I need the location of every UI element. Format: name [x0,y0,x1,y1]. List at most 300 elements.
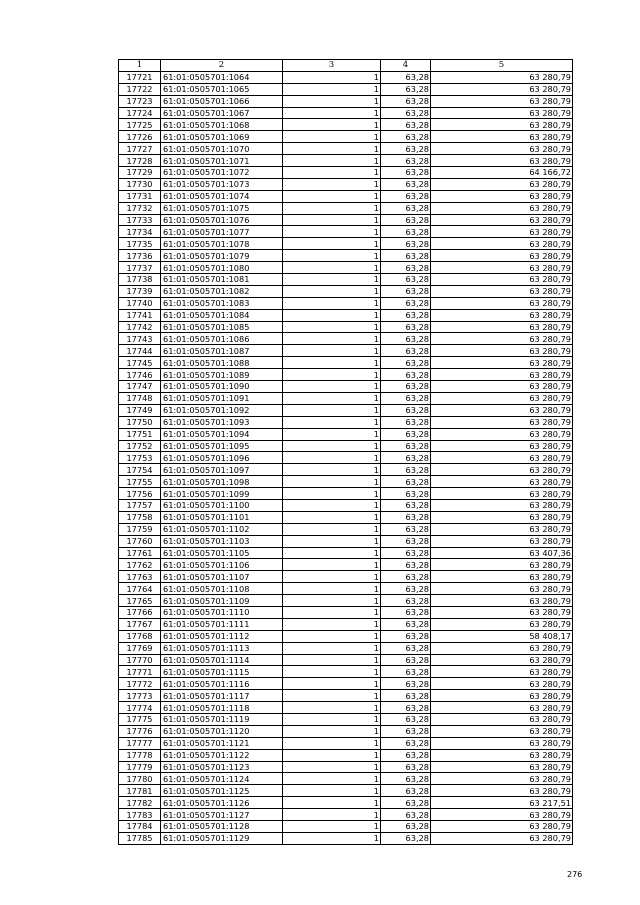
table-row [119,773,573,785]
table-row [119,262,573,274]
row-number-cell: 17774 [119,702,161,714]
value-cell: 63 280,79 [431,476,573,488]
value-cell: 63 217,51 [431,797,573,809]
row-number-cell: 17748 [119,392,161,404]
row-number-cell: 17746 [119,369,161,381]
value-cell: 63 280,79 [431,404,573,416]
table-row [119,143,573,155]
area-cell: 63,28 [381,511,431,523]
value-cell: 63 280,79 [431,666,573,678]
value-cell: 63 280,79 [431,71,573,83]
cadastral-number-cell: 61:01:0505701:1110 [161,606,283,618]
row-number-cell: 17725 [119,119,161,131]
cadastral-number-cell: 61:01:0505701:1095 [161,440,283,452]
value-cell: 63 280,79 [431,452,573,464]
cadastral-number-cell: 61:01:0505701:1082 [161,285,283,297]
table-row [119,274,573,286]
row-number-cell: 17729 [119,167,161,179]
count-cell: 1 [283,95,381,107]
cadastral-number-cell: 61:01:0505701:1122 [161,749,283,761]
area-cell: 63,28 [381,440,431,452]
table-row [119,428,573,440]
value-cell: 63 280,79 [431,155,573,167]
area-cell: 63,28 [381,832,431,844]
row-number-cell: 17752 [119,440,161,452]
cadastral-number-cell: 61:01:0505701:1105 [161,547,283,559]
value-cell: 63 280,79 [431,690,573,702]
value-cell: 63 280,79 [431,321,573,333]
row-number-cell: 17783 [119,809,161,821]
row-number-cell: 17721 [119,71,161,83]
cadastral-number-cell: 61:01:0505701:1087 [161,345,283,357]
row-number-cell: 17739 [119,285,161,297]
header-row [119,60,573,72]
row-number-cell: 17756 [119,488,161,500]
cadastral-number-cell: 61:01:0505701:1078 [161,238,283,250]
count-cell: 1 [283,476,381,488]
area-cell: 63,28 [381,404,431,416]
table-row [119,702,573,714]
table-row [119,654,573,666]
value-cell: 63 280,79 [431,309,573,321]
count-cell: 1 [283,583,381,595]
table-row [119,713,573,725]
table-row [119,725,573,737]
count-cell: 1 [283,666,381,678]
count-cell: 1 [283,83,381,95]
area-cell: 63,28 [381,595,431,607]
area-cell: 63,28 [381,821,431,833]
table-row [119,797,573,809]
value-cell: 63 280,79 [431,250,573,262]
value-cell: 63 280,79 [431,571,573,583]
row-number-cell: 17724 [119,107,161,119]
cadastral-number-cell: 61:01:0505701:1124 [161,773,283,785]
count-cell: 1 [283,821,381,833]
table-row [119,821,573,833]
table-row [119,190,573,202]
value-cell: 63 280,79 [431,190,573,202]
area-cell: 63,28 [381,143,431,155]
cadastral-number-cell: 61:01:0505701:1097 [161,464,283,476]
cadastral-number-cell: 61:01:0505701:1077 [161,226,283,238]
table-row [119,630,573,642]
table-row [119,250,573,262]
row-number-cell: 17759 [119,523,161,535]
count-cell: 1 [283,785,381,797]
count-cell: 1 [283,178,381,190]
cadastral-number-cell: 61:01:0505701:1094 [161,428,283,440]
cadastral-number-cell: 61:01:0505701:1070 [161,143,283,155]
value-cell: 63 280,79 [431,559,573,571]
area-cell: 63,28 [381,666,431,678]
value-cell: 63 280,79 [431,702,573,714]
value-cell: 63 280,79 [431,785,573,797]
row-number-cell: 17736 [119,250,161,262]
cadastral-number-cell: 61:01:0505701:1083 [161,297,283,309]
value-cell: 63 280,79 [431,654,573,666]
value-cell: 63 280,79 [431,392,573,404]
area-cell: 63,28 [381,202,431,214]
area-cell: 63,28 [381,690,431,702]
table-row [119,440,573,452]
cadastral-number-cell: 61:01:0505701:1086 [161,333,283,345]
count-cell: 1 [283,773,381,785]
row-number-cell: 17751 [119,428,161,440]
cadastral-number-cell: 61:01:0505701:1098 [161,476,283,488]
count-cell: 1 [283,797,381,809]
table-row [119,499,573,511]
area-cell: 63,28 [381,416,431,428]
row-number-cell: 17763 [119,571,161,583]
table-row [119,131,573,143]
cadastral-number-cell: 61:01:0505701:1084 [161,309,283,321]
value-cell: 63 280,79 [431,713,573,725]
row-number-cell: 17731 [119,190,161,202]
value-cell: 63 280,79 [431,178,573,190]
table-row [119,107,573,119]
cadastral-number-cell: 61:01:0505701:1076 [161,214,283,226]
area-cell: 63,28 [381,785,431,797]
area-cell: 63,28 [381,238,431,250]
value-cell: 63 280,79 [431,618,573,630]
count-cell: 1 [283,440,381,452]
cadastral-number-cell: 61:01:0505701:1066 [161,95,283,107]
count-cell: 1 [283,702,381,714]
table-row [119,452,573,464]
count-cell: 1 [283,523,381,535]
cadastral-number-cell: 61:01:0505701:1123 [161,761,283,773]
area-cell: 63,28 [381,262,431,274]
value-cell: 63 280,79 [431,428,573,440]
row-number-cell: 17750 [119,416,161,428]
table-row [119,392,573,404]
row-number-cell: 17780 [119,773,161,785]
value-cell: 63 280,79 [431,119,573,131]
cadastral-number-cell: 61:01:0505701:1102 [161,523,283,535]
row-number-cell: 17744 [119,345,161,357]
table-row [119,333,573,345]
count-cell: 1 [283,297,381,309]
value-cell: 63 280,79 [431,678,573,690]
table-row [119,357,573,369]
table-row [119,523,573,535]
cadastral-number-cell: 61:01:0505701:1100 [161,499,283,511]
row-number-cell: 17730 [119,178,161,190]
count-cell: 1 [283,107,381,119]
area-cell: 63,28 [381,274,431,286]
area-cell: 63,28 [381,809,431,821]
count-cell: 1 [283,499,381,511]
area-cell: 63,28 [381,725,431,737]
row-number-cell: 17749 [119,404,161,416]
value-cell: 63 280,79 [431,226,573,238]
row-number-cell: 17768 [119,630,161,642]
value-cell: 63 280,79 [431,95,573,107]
count-cell: 1 [283,309,381,321]
value-cell: 63 280,79 [431,464,573,476]
column-header-3: 3 [283,60,381,72]
table-row [119,642,573,654]
row-number-cell: 17733 [119,214,161,226]
value-cell: 63 280,79 [431,202,573,214]
area-cell: 63,28 [381,131,431,143]
value-cell: 63 280,79 [431,214,573,226]
table-row [119,571,573,583]
count-cell: 1 [283,547,381,559]
value-cell: 64 166,72 [431,167,573,179]
table-row [119,832,573,844]
count-cell: 1 [283,369,381,381]
cadastral-number-cell: 61:01:0505701:1089 [161,369,283,381]
row-number-cell: 17776 [119,725,161,737]
area-cell: 63,28 [381,428,431,440]
row-number-cell: 17722 [119,83,161,95]
table-row [119,618,573,630]
row-number-cell: 17778 [119,749,161,761]
cadastral-number-cell: 61:01:0505701:1081 [161,274,283,286]
count-cell: 1 [283,606,381,618]
area-cell: 63,28 [381,488,431,500]
table-row [119,71,573,83]
row-number-cell: 17772 [119,678,161,690]
column-header-4: 4 [381,60,431,72]
value-cell: 63 280,79 [431,357,573,369]
cadastral-number-cell: 61:01:0505701:1115 [161,666,283,678]
column-header-1: 1 [119,60,161,72]
area-cell: 63,28 [381,381,431,393]
count-cell: 1 [283,238,381,250]
area-cell: 63,28 [381,606,431,618]
row-number-cell: 17782 [119,797,161,809]
area-cell: 63,28 [381,571,431,583]
column-header-5: 5 [431,60,573,72]
value-cell: 63 280,79 [431,749,573,761]
row-number-cell: 17723 [119,95,161,107]
area-cell: 63,28 [381,464,431,476]
count-cell: 1 [283,654,381,666]
value-cell: 63 280,79 [431,143,573,155]
table-row [119,678,573,690]
value-cell: 63 280,79 [431,369,573,381]
area-cell: 63,28 [381,71,431,83]
count-cell: 1 [283,488,381,500]
value-cell: 63 280,79 [431,642,573,654]
cadastral-number-cell: 61:01:0505701:1101 [161,511,283,523]
table-row [119,309,573,321]
cadastral-number-cell: 61:01:0505701:1117 [161,690,283,702]
count-cell: 1 [283,262,381,274]
row-number-cell: 17775 [119,713,161,725]
area-cell: 63,28 [381,226,431,238]
table-row [119,178,573,190]
count-cell: 1 [283,511,381,523]
area-cell: 63,28 [381,190,431,202]
area-cell: 63,28 [381,107,431,119]
value-cell: 63 280,79 [431,107,573,119]
area-cell: 63,28 [381,499,431,511]
count-cell: 1 [283,404,381,416]
count-cell: 1 [283,345,381,357]
cadastral-number-cell: 61:01:0505701:1073 [161,178,283,190]
area-cell: 63,28 [381,345,431,357]
table-row [119,83,573,95]
area-cell: 63,28 [381,547,431,559]
value-cell: 63 280,79 [431,238,573,250]
cadastral-number-cell: 61:01:0505701:1091 [161,392,283,404]
table-row [119,785,573,797]
table-row [119,238,573,250]
row-number-cell: 17785 [119,832,161,844]
count-cell: 1 [283,464,381,476]
area-cell: 63,28 [381,678,431,690]
row-number-cell: 17779 [119,761,161,773]
area-cell: 63,28 [381,761,431,773]
row-number-cell: 17740 [119,297,161,309]
value-cell: 63 280,79 [431,333,573,345]
count-cell: 1 [283,618,381,630]
value-cell: 63 280,79 [431,595,573,607]
count-cell: 1 [283,214,381,226]
count-cell: 1 [283,274,381,286]
cadastral-number-cell: 61:01:0505701:1108 [161,583,283,595]
value-cell: 63 280,79 [431,606,573,618]
table-row [119,690,573,702]
area-cell: 63,28 [381,749,431,761]
table-row [119,583,573,595]
table-row [119,737,573,749]
table-row [119,416,573,428]
table-row [119,214,573,226]
table-row [119,119,573,131]
cadastral-number-cell: 61:01:0505701:1113 [161,642,283,654]
cadastral-number-cell: 61:01:0505701:1127 [161,809,283,821]
row-number-cell: 17770 [119,654,161,666]
area-cell: 63,28 [381,559,431,571]
cadastral-number-cell: 61:01:0505701:1068 [161,119,283,131]
cadastral-number-cell: 61:01:0505701:1067 [161,107,283,119]
area-cell: 63,28 [381,250,431,262]
row-number-cell: 17761 [119,547,161,559]
value-cell: 63 280,79 [431,809,573,821]
table-row [119,155,573,167]
cadastral-number-cell: 61:01:0505701:1072 [161,167,283,179]
value-cell: 63 280,79 [431,488,573,500]
value-cell: 63 280,79 [431,274,573,286]
cadastral-number-cell: 61:01:0505701:1121 [161,737,283,749]
table-row [119,167,573,179]
area-cell: 63,28 [381,642,431,654]
count-cell: 1 [283,559,381,571]
area-cell: 63,28 [381,523,431,535]
count-cell: 1 [283,725,381,737]
table-row [119,285,573,297]
value-cell: 63 407,36 [431,547,573,559]
value-cell: 63 280,79 [431,832,573,844]
table-row [119,404,573,416]
count-cell: 1 [283,285,381,297]
cadastral-number-cell: 61:01:0505701:1129 [161,832,283,844]
table-row [119,95,573,107]
row-number-cell: 17734 [119,226,161,238]
count-cell: 1 [283,642,381,654]
value-cell: 63 280,79 [431,583,573,595]
table-row [119,476,573,488]
area-cell: 63,28 [381,713,431,725]
row-number-cell: 17726 [119,131,161,143]
count-cell: 1 [283,737,381,749]
area-cell: 63,28 [381,369,431,381]
cadastral-number-cell: 61:01:0505701:1119 [161,713,283,725]
table-row [119,464,573,476]
row-number-cell: 17784 [119,821,161,833]
value-cell: 63 280,79 [431,773,573,785]
table-row [119,369,573,381]
cadastral-number-cell: 61:01:0505701:1114 [161,654,283,666]
row-number-cell: 17727 [119,143,161,155]
area-cell: 63,28 [381,83,431,95]
data-table [118,59,573,845]
cadastral-number-cell: 61:01:0505701:1116 [161,678,283,690]
count-cell: 1 [283,131,381,143]
cadastral-number-cell: 61:01:0505701:1088 [161,357,283,369]
count-cell: 1 [283,226,381,238]
row-number-cell: 17771 [119,666,161,678]
row-number-cell: 17757 [119,499,161,511]
value-cell: 63 280,79 [431,737,573,749]
table-row [119,511,573,523]
area-cell: 63,28 [381,119,431,131]
row-number-cell: 17742 [119,321,161,333]
count-cell: 1 [283,250,381,262]
row-number-cell: 17753 [119,452,161,464]
cadastral-number-cell: 61:01:0505701:1106 [161,559,283,571]
count-cell: 1 [283,749,381,761]
cadastral-number-cell: 61:01:0505701:1099 [161,488,283,500]
count-cell: 1 [283,357,381,369]
table-body [119,71,573,844]
cadastral-number-cell: 61:01:0505701:1107 [161,571,283,583]
value-cell: 63 280,79 [431,345,573,357]
row-number-cell: 17762 [119,559,161,571]
area-cell: 63,28 [381,452,431,464]
table-row [119,535,573,547]
cadastral-number-cell: 61:01:0505701:1090 [161,381,283,393]
count-cell: 1 [283,832,381,844]
value-cell: 63 280,79 [431,440,573,452]
cadastral-number-cell: 61:01:0505701:1112 [161,630,283,642]
area-cell: 63,28 [381,630,431,642]
area-cell: 63,28 [381,476,431,488]
cadastral-number-cell: 61:01:0505701:1069 [161,131,283,143]
cadastral-number-cell: 61:01:0505701:1092 [161,404,283,416]
count-cell: 1 [283,452,381,464]
value-cell: 63 280,79 [431,761,573,773]
area-cell: 63,28 [381,297,431,309]
row-number-cell: 17766 [119,606,161,618]
area-cell: 63,28 [381,333,431,345]
area-cell: 63,28 [381,155,431,167]
count-cell: 1 [283,416,381,428]
table-row [119,488,573,500]
value-cell: 63 280,79 [431,297,573,309]
value-cell: 63 280,79 [431,523,573,535]
area-cell: 63,28 [381,535,431,547]
value-cell: 58 408,17 [431,630,573,642]
count-cell: 1 [283,167,381,179]
table-row [119,297,573,309]
row-number-cell: 17769 [119,642,161,654]
